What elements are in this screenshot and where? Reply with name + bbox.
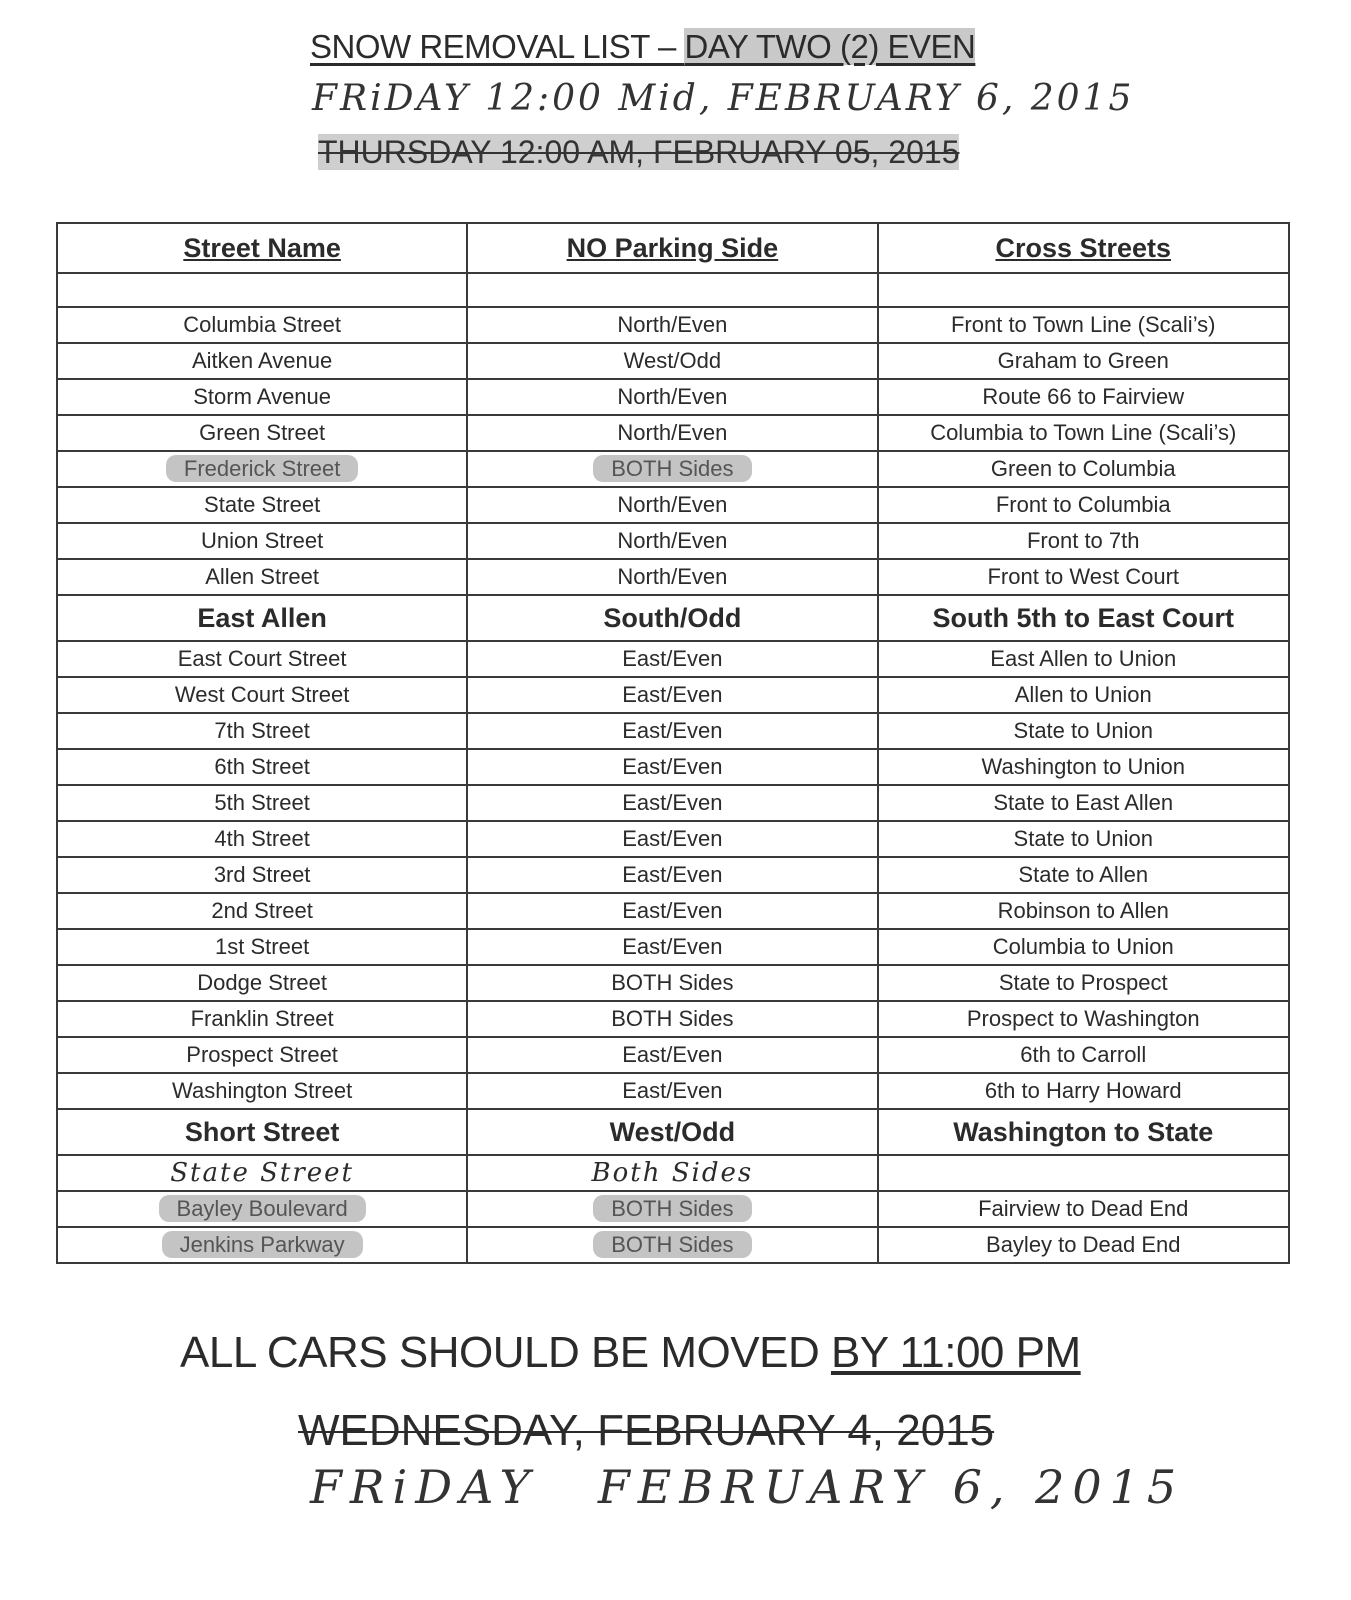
cross-streets-cell [878,487,1290,523]
parking-side-cell [467,677,877,713]
parking-side-cell [467,343,877,379]
parking-side-cell [467,1227,877,1263]
street-name-cell-text: Dodge Street [197,970,327,995]
parking-side-cell [467,451,877,487]
cross-streets-cell-text: Front to 7th [1026,528,1140,553]
parking-side-cell-text: North/Even [617,312,728,337]
parking-side-cell-text: East/Even [622,682,723,707]
street-name-cell [57,487,467,523]
parking-side-cell [467,379,877,415]
table-row [57,1227,1289,1263]
street-name-cell-text: Jenkins Parkway [162,1231,363,1258]
cross-streets-cell-text: East Allen to Union [990,646,1177,671]
parking-side-cell [467,523,877,559]
street-name-cell-text: 5th Street [214,790,310,815]
parking-side-cell-text: East/Even [622,1078,723,1103]
street-name-cell [57,929,467,965]
street-name-cell [57,343,467,379]
table-row [57,713,1289,749]
street-name-cell-text: Franklin Street [190,1006,334,1031]
table-row [57,821,1289,857]
parking-side-cell-text: BOTH Sides [593,1195,751,1222]
street-name-cell-text: 4th Street [214,826,310,851]
parking-side-cell-text: East/Even [622,862,723,887]
street-name-cell-text: Storm Avenue [193,384,332,409]
table-row [57,343,1289,379]
footer-deadline: BY 11:00 PM [830,1328,1081,1377]
title-day: DAY TWO (2) EVEN [684,28,976,65]
cross-streets-cell [878,929,1290,965]
table-row [57,307,1289,343]
table-row [57,595,1289,641]
cross-streets-cell [878,595,1290,641]
parking-side-cell [467,1073,877,1109]
street-name-cell [57,641,467,677]
parking-side-cell [467,785,877,821]
cross-streets-cell-text: State to Prospect [998,970,1168,995]
street-name-cell-text: Columbia Street [183,312,341,337]
street-name-cell-text: Green Street [199,420,326,445]
street-name-cell-text: Washington Street [172,1078,353,1103]
street-name-cell [57,595,467,641]
street-name-cell [57,379,467,415]
cross-streets-cell [878,451,1290,487]
street-name-cell [57,1227,467,1263]
street-name-cell [57,1191,467,1227]
parking-side-cell-text: North/Even [617,384,728,409]
cross-streets-cell [878,893,1290,929]
footer-handwritten-day: FRiDAY [310,1460,538,1514]
cross-streets-cell-text: Prospect to Washington [966,1006,1200,1031]
cross-streets-cell [878,677,1290,713]
cross-streets-cell-text: 6th to Harry Howard [984,1078,1182,1103]
parking-side-cell [467,929,877,965]
street-name-cell-text: Prospect Street [186,1042,338,1067]
parking-side-cell [467,641,877,677]
parking-side-cell-text: East/Even [622,790,723,815]
parking-side-cell-text: East/Even [622,754,723,779]
street-name-cell-text: Aitken Avenue [191,348,333,373]
street-name-cell [57,523,467,559]
street-name-cell-text: 2nd Street [211,898,313,923]
parking-side-cell-text: West/Odd [609,1116,736,1147]
cross-streets-cell-text: Front to Columbia [995,492,1171,517]
parking-side-cell [467,713,877,749]
cross-streets-cell-text: Robinson to Allen [997,898,1169,923]
street-name-cell-text: East Court Street [177,646,347,671]
table-row [57,749,1289,785]
parking-side-cell [467,595,877,641]
cross-streets-cell-text: Washington to State [953,1116,1214,1147]
cross-streets-cell-text: State to Allen [1018,862,1149,887]
cross-streets-cell-text: Green to Columbia [990,456,1176,481]
cross-streets-cell-text: State to Union [1013,718,1153,743]
footer-notice [180,1328,1081,1378]
street-name-cell [57,451,467,487]
cross-streets-cell [878,1227,1290,1263]
cross-streets-cell [878,1109,1290,1155]
street-name-cell [57,559,467,595]
cross-streets-cell-text: State to Union [1013,826,1153,851]
street-name-cell [57,415,467,451]
table-row [57,523,1289,559]
parking-side-cell [467,415,877,451]
parking-side-cell-text: East/Even [622,934,723,959]
cross-streets-cell [878,785,1290,821]
parking-side-cell [467,749,877,785]
table-row [57,641,1289,677]
parking-side-cell [467,821,877,857]
footer-prefix: ALL CARS SHOULD BE MOVED [180,1328,831,1377]
street-name-cell [57,821,467,857]
snow-removal-table [56,222,1290,1264]
street-name-cell [57,1037,467,1073]
cross-streets-cell-text: Columbia to Union [992,934,1174,959]
cross-streets-cell [878,1073,1290,1109]
cross-streets-cell [878,641,1290,677]
table-row [57,677,1289,713]
street-name-cell [57,677,467,713]
cross-streets-cell [878,965,1290,1001]
parking-side-cell-text: North/Even [617,564,728,589]
cross-streets-cell-text: Front to Town Line (Scali’s) [950,312,1216,337]
table-row [57,785,1289,821]
cross-streets-cell-text: 6th to Carroll [1020,1042,1147,1067]
cross-streets-cell [878,1191,1290,1227]
cross-streets-cell-text: Allen to Union [1014,682,1152,707]
cross-streets-cell [878,1155,1290,1191]
parking-side-cell [467,307,877,343]
parking-side-cell-text: East/Even [622,646,723,671]
street-name-cell-text: Allen Street [205,564,319,589]
blank-cell [467,273,877,307]
parking-side-cell [467,857,877,893]
table-row [57,415,1289,451]
parking-side-cell-text: West/Odd [623,348,722,373]
blank-cell [57,273,467,307]
street-name-cell [57,965,467,1001]
cross-streets-cell [878,343,1290,379]
parking-side-cell [467,1109,877,1155]
cross-streets-cell [878,1001,1290,1037]
street-name-cell-text: 7th Street [214,718,310,743]
cross-streets-cell-text: Fairview to Dead End [978,1196,1189,1221]
footer-struck-date: WEDNESDAY, FEBRUARY 4, 2015 [298,1406,995,1455]
street-name-cell-text: East Allen [197,602,327,633]
column-header-street: Street Name [57,223,467,273]
cross-streets-cell [878,379,1290,415]
cross-streets-cell [878,713,1290,749]
street-name-cell [57,1001,467,1037]
street-name-cell-text: Bayley Boulevard [159,1195,366,1222]
cross-streets-cell [878,559,1290,595]
parking-side-cell-text: South/Odd [603,602,742,633]
table-blank-row [57,273,1289,307]
street-name-cell [57,749,467,785]
parking-side-cell [467,487,877,523]
street-name-cell-text: 6th Street [214,754,310,779]
table-row [57,379,1289,415]
street-name-cell [57,1073,467,1109]
parking-side-cell-text: East/Even [622,718,723,743]
cross-streets-cell [878,1037,1290,1073]
parking-side-cell-text: BOTH Sides [593,1231,751,1258]
parking-side-cell-text: East/Even [622,826,723,851]
street-name-cell [57,713,467,749]
table-row [57,965,1289,1001]
table-row [57,857,1289,893]
cross-streets-cell [878,307,1290,343]
cross-streets-cell-text: Columbia to Town Line (Scali’s) [930,420,1237,445]
cross-streets-cell [878,821,1290,857]
parking-side-cell-text: East/Even [622,898,723,923]
blank-cell [878,273,1290,307]
parking-side-cell-text: East/Even [622,1042,723,1067]
parking-side-cell-text: Both Sides [591,1158,754,1188]
cross-streets-cell-text: Washington to Union [981,754,1185,779]
parking-side-cell-text: BOTH Sides [611,970,734,995]
table-row [57,893,1289,929]
table-row [57,1001,1289,1037]
struck-date-text: THURSDAY 12:00 AM, FEBRUARY 05, 2015 [318,134,960,170]
street-name-cell-text: 3rd Street [213,862,311,887]
title-prefix: SNOW REMOVAL LIST – [310,28,685,65]
street-name-cell [57,1109,467,1155]
street-name-cell-text: Frederick Street [166,455,359,482]
cross-streets-cell [878,415,1290,451]
parking-side-cell [467,1037,877,1073]
table-row [57,929,1289,965]
cross-streets-cell-text: Graham to Green [997,348,1169,373]
street-name-cell-text: Union Street [200,528,324,553]
cross-streets-cell-text: Front to West Court [987,564,1180,589]
column-header-parking: NO Parking Side [467,223,877,273]
footer-handwritten-date [310,1460,1184,1514]
cross-streets-cell-text: South 5th to East Court [932,602,1234,633]
table-row [57,1073,1289,1109]
table-header-row [57,223,1289,273]
parking-side-cell [467,1191,877,1227]
street-name-cell [57,893,467,929]
street-name-cell [57,785,467,821]
handwritten-date: FRiDAY 12:00 Mid, FEBRUARY 6, 2015 [312,78,1135,119]
struck-date [318,134,959,171]
street-name-cell [57,1155,467,1191]
table-row [57,1155,1289,1191]
parking-side-cell [467,1001,877,1037]
street-name-cell-text: Short Street [184,1116,340,1147]
parking-side-cell [467,1155,877,1191]
footer-handwritten-day-date: FEBRUARY 6, 2015 [597,1460,1185,1514]
cross-streets-cell-text: Route 66 to Fairview [982,384,1185,409]
cross-streets-cell [878,749,1290,785]
cross-streets-cell-text: Bayley to Dead End [986,1232,1181,1257]
street-name-cell [57,307,467,343]
street-name-cell-text: 1st Street [215,934,310,959]
parking-side-cell-text: North/Even [617,492,728,517]
cross-streets-cell-text: State to East Allen [993,790,1174,815]
table-row [57,1037,1289,1073]
street-name-cell-text: West Court Street [174,682,350,707]
table-row [57,451,1289,487]
table-row [57,559,1289,595]
street-name-cell-text: State Street [170,1158,355,1188]
street-name-cell-text: State Street [204,492,321,517]
cross-streets-cell [878,523,1290,559]
parking-side-cell-text: North/Even [617,420,728,445]
parking-side-cell-text: BOTH Sides [611,1006,734,1031]
street-name-cell [57,857,467,893]
parking-side-cell [467,965,877,1001]
parking-side-cell-text: North/Even [617,528,728,553]
table-row [57,1191,1289,1227]
parking-side-cell [467,893,877,929]
column-header-cross: Cross Streets [878,223,1290,273]
page-title [310,28,975,66]
parking-side-cell [467,559,877,595]
table-row [57,1109,1289,1155]
table-row [57,487,1289,523]
parking-side-cell-text: BOTH Sides [593,455,751,482]
cross-streets-cell [878,857,1290,893]
